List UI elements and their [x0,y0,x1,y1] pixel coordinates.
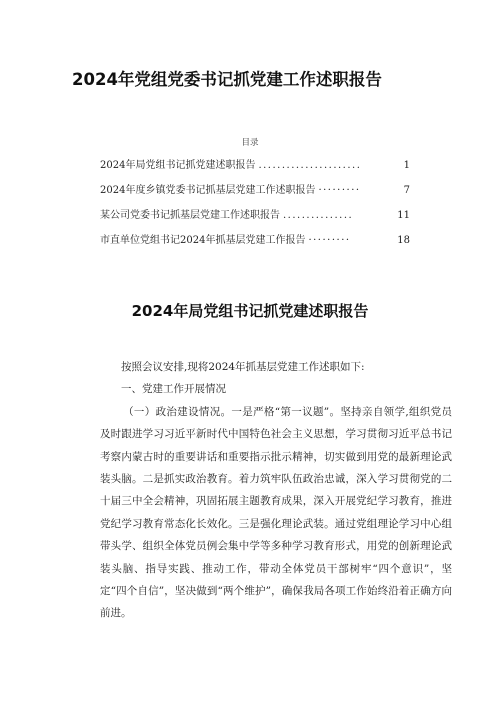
toc-entry-page: 7 [403,185,410,196]
toc-entry-leader: ............... [283,210,354,221]
toc-entry-title: 2024年局党组书记抓党建述职报告 [100,160,256,171]
toc-entry-page: 1 [403,160,410,171]
toc-entry-page: 18 [397,235,410,246]
toc-entry-title: 2024年度乡镇党委书记抓基层党建工作述职报告 [100,185,316,196]
section-heading: 一、党建工作开展情况 [121,383,226,396]
toc-entry-page: 11 [397,210,410,221]
toc-heading: 目录 [241,138,259,148]
toc-entry-leader: ········· [318,185,361,196]
toc-entry[interactable] [100,206,410,231]
section-title: 2024年局党组书记抓党建述职报告 [131,302,369,320]
toc-entry[interactable] [100,181,410,206]
toc-entry-title: 某公司党委书记抓基层党建工作述职报告 [100,210,280,221]
table-of-contents [100,156,410,256]
toc-entry-title: 市直单位党组书记2024年抓基层党建工作报告 [100,235,306,246]
toc-entry[interactable] [100,231,410,256]
report-body [100,356,452,625]
toc-entry[interactable] [100,156,410,181]
intro-paragraph: 按照会议安排,现将2024年抓基层党建工作述职如下: [121,361,365,373]
toc-entry-leader: ········· [308,235,351,246]
document-title: 2024年党组党委书记抓党建工作述职报告 [72,70,382,89]
body-paragraph: （一）政治建设情况。一是严格“第一议题”。坚持亲自领学,组织党员及时跟进学习习近平新时代中国特色社会主义思想，学习贯彻习近平总书记考察内蒙古时的重要讲话和重要指示批示精神，切实做到用党的最新理论武装头脑。二是抓实政治教育。着力筑牢队伍政治忠诚，深入学习贯彻党的二十届三中全会精神，巩固拓展主题教育成果，深入开展党纪学习教育，推进党纪学习教育常态化长效化。三是强化理论武装。通过党组理论学习中心组带头学、组织全体党员例会集中学等多种学习教育形式，用党的创新理论武装头脑、指导实践、推动工作，带动全体党员干部树牢“四个意识”，坚定“四个自信”，坚决做到“两个维护”，确保我局各项工作始终沿着正确方向前进。 [100,405,452,620]
toc-entry-leader: ...................... [258,160,362,171]
